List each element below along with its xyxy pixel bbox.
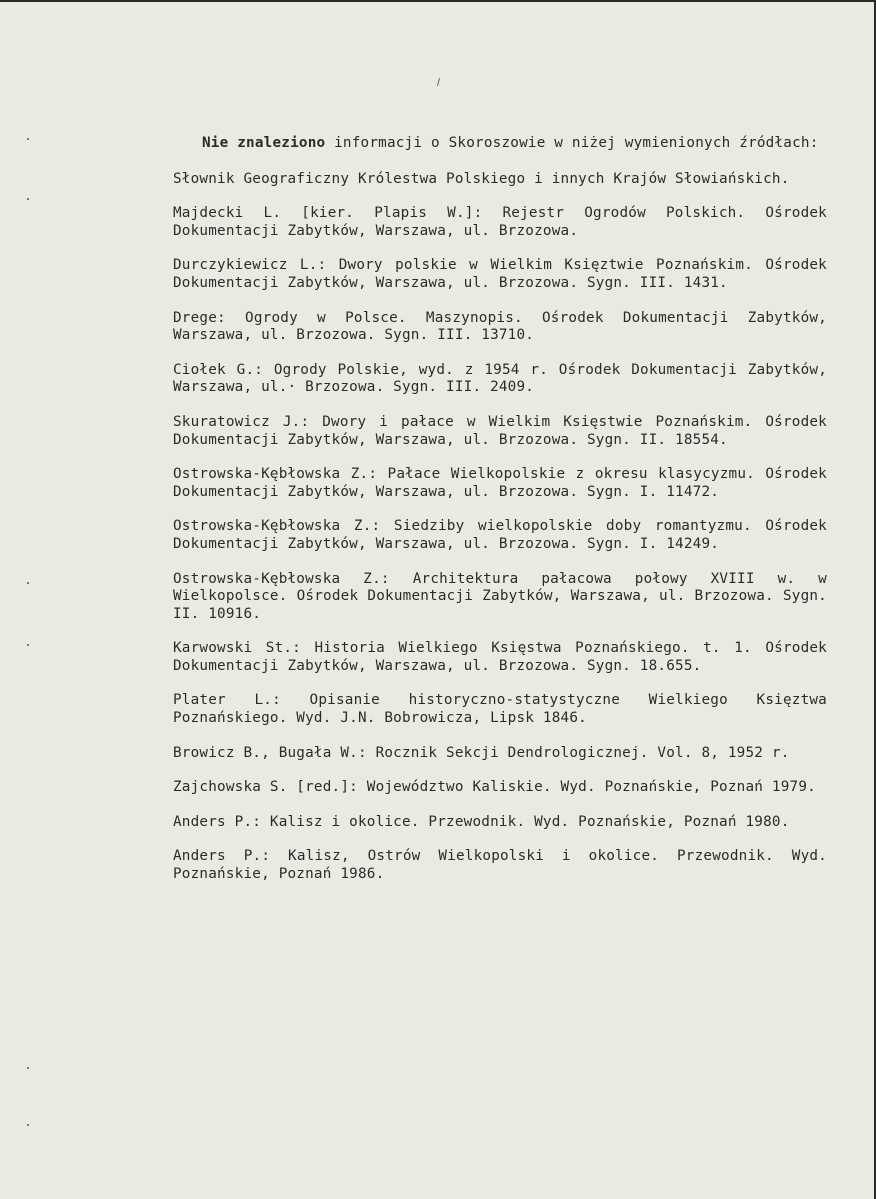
- scan-speck: [27, 198, 29, 200]
- bibliography-entry: Ciołek G.: Ogrody Polskie, wyd. z 1954 r. Ośrodek Dokumentacji Zabytków, Warszawa, ul.· Brzozowa. Sygn. III. 2409.: [173, 361, 827, 396]
- bibliography-entry: Karwowski St.: Historia Wielkiego Księstwa Poznańskiego. t. 1. Ośrodek Dokumentacji Zabytków, Warszawa, ul. Brzozowa. Sygn. 18.655.: [173, 640, 827, 674]
- bibliography-entry: Drege: Ogrody w Polsce. Maszynopis. Ośrodek Dokumentacji Zabytków, Warszawa, ul. Brzozowa. Sygn. III. 13710.: [173, 309, 827, 344]
- scan-speck: [27, 644, 29, 646]
- bibliography-entry: Anders P.: Kalisz, Ostrów Wielkopolski i okolice. Przewodnik. Wyd. Poznańskie, Poznań 1986.: [173, 848, 827, 883]
- bibliography-entry: Durczykiewicz L.: Dwory polskie w Wielkim Księztwie Poznańskim. Ośrodek Dokumentacji Zabytków, Warszawa, ul. Brzozowa. Sygn. III. 1431.: [173, 257, 827, 291]
- intro-rest: informacji o Skoroszowie w niżej wymienionych źródłach:: [325, 135, 819, 151]
- bibliography-entry: Zajchowska S. [red.]: Województwo Kaliskie. Wyd. Poznańskie, Poznań 1979.: [173, 779, 816, 796]
- intro-paragraph: [173, 135, 827, 153]
- scan-speck: [27, 1067, 29, 1069]
- scan-speck: [27, 138, 29, 140]
- bibliography-entry: Anders P.: Kalisz i okolice. Przewodnik. Wyd. Poznańskie, Poznań 1980.: [173, 813, 790, 830]
- bibliography-entry: Ostrowska-Kębłowska Z.: Architektura pałacowa połowy XVIII w. w Wielkopolsce. Ośrodek Dokumentacji Zabytków, Warszawa, ul. Brzozowa. Sygn. II. 10916.: [173, 570, 827, 622]
- pen-mark: [437, 78, 440, 86]
- bibliography-entry: Browicz B., Bugała W.: Rocznik Sekcji Dendrologicznej. Vol. 8, 1952 r.: [173, 744, 790, 761]
- intro-lead: Nie znaleziono: [202, 135, 326, 151]
- bibliography-text: [173, 135, 827, 901]
- scan-speck: [27, 1124, 29, 1126]
- bibliography-entry: Majdecki L. [kier. Plapis W.]: Rejestr Ogrodów Polskich. Ośrodek Dokumentacji Zabytków, Warszawa, ul. Brzozowa.: [173, 205, 827, 239]
- bibliography-entry: Plater L.: Opisanie historyczno-statystyczne Wielkiego Księztwa Poznańskiego. Wyd. J.N. Bobrowicza, Lipsk 1846.: [173, 692, 827, 727]
- bibliography-entry: Słownik Geograficzny Królestwa Polskiego i innych Krajów Słowiańskich.: [173, 170, 790, 187]
- bibliography-entry: Ostrowska-Kębłowska Z.: Pałace Wielkopolskie z okresu klasycyzmu. Ośrodek Dokumentacji Zabytków, Warszawa, ul. Brzozowa. Sygn. I. 11472.: [173, 466, 827, 500]
- scan-speck: [27, 582, 29, 584]
- bibliography-entry: Skuratowicz J.: Dwory i pałace w Wielkim Księstwie Poznańskim. Ośrodek Dokumentacji Zabytków, Warszawa, ul. Brzozowa. Sygn. II. 18554.: [173, 413, 827, 448]
- bibliography-entry: Ostrowska-Kębłowska Z.: Siedziby wielkopolskie doby romantyzmu. Ośrodek Dokumentacji Zabytków, Warszawa, ul. Brzozowa. Sygn. I. 14249.: [173, 518, 827, 552]
